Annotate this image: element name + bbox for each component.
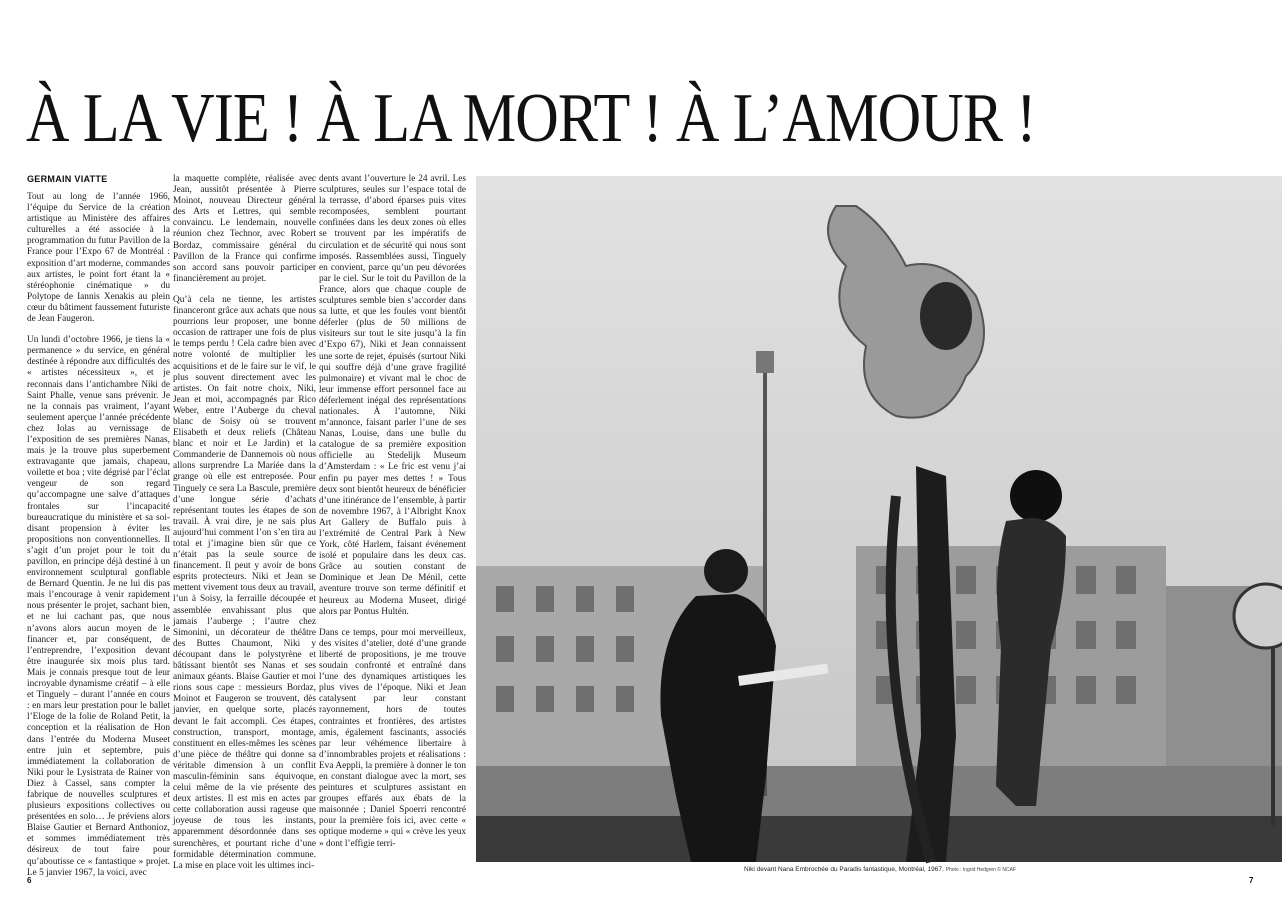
caption-text: Niki devant Nana Embrochée du Paradis fantastique, Montréal, 1967. [743, 866, 944, 873]
page-number-left: 6 [27, 876, 32, 885]
paragraph: la maquette complète, réalisée avec Jean, aussitôt présentée à Pierre Moinot, nouveau Directeur général des Arts et Lettres, qui semble convaincu. Le lendemain, nouvelle réunion chez Technor, avec Robert Bordaz, commissaire général du Pavillon de la France qui confirme son accord sans pouvoir participer financièrement au projet. [173, 174, 316, 284]
paragraph: Qu’à cela ne tienne, les artistes financeront grâce aux achats que nous pourrions leur proposer, une bonne occasion de rattraper une fois de plus le temps perdu ! Cela cadre bien avec notre volonté de multiplier les acquisitions et de le faire sur le vif, le plus souvent directement avec les artistes. On fait notre choix, Niki, Jean et moi, accompagnés par Rico Weber, entre l’Auberge du cheval blanc de Soisy où se trouvent Elisabeth et deux reliefs (Château blanc et noir et Le Jardin) et la Commanderie de Dannemois où nous allons surprendre La Mariée dans la grange où elle est entreposée. Pour Tinguely ce sera La Bascule, première d’une longue série d’achats représentant toutes les étapes de son travail. À vrai dire, je ne sais plus aujourd’hui comment l’on s’en tira au total et j’imagine bien sûr que ce n’était pas la seule source de financement. Il peut y avoir de bons esprits protecteurs. Niki et Jean se mettent vivement tous deux au travail, l’un à Soisy, la ferraille découpée et assemblée envahissant plus que jamais l’auberge ; l’autre chez Simonini, un décorateur de théâtre des Buttes Chaumont, Niki y découpant dans le polystyrène et bâtissant bientôt ses Nanas et ses animaux géants. Blaise Gautier et moi rions sous cape : messieurs Bordaz, Moinot et Faugeron se trouvent, dès janvier, en quelque sorte, placés devant le fait accompli. Ces étapes, construction, transport, montage, constituent en elles-mêmes les scènes d’une pièce de théâtre qui donne sa véritable dimension à un conflit masculin-féminin sans équivoque, celui même de la vie présente des deux artistes. Il est mis en actes par cette collaboration aussi rageuse que joyeuse de tous les instants, apparemment désordonnée dans ses surenchères, et pourtant riche d’une formidable détermination commune. La mise en place voit les ultimes inci- [173, 294, 316, 871]
author-name: GERMAIN VIATTE [27, 174, 108, 184]
photograph [476, 176, 1282, 862]
text-column-3 [319, 174, 466, 862]
paragraph: Un lundi d’octobre 1966, je tiens la « permanence » du service, en général destinée à répondre aux difficultés des « artistes nécessiteux », et je reconnais dans l’antichambre Niki de Saint Phalle, venue sans prévenir. Je ne la connais pas vraiment, l’ayant seulement aperçue l’année précédente chez Iolas au vernissage de l’exposition de ses premières Nanas, mais je la trouve plus superbement extravagante que jamais, chapeau, voilette et boa ; vite dégrisé par l’éclat vengeur de son regard qu’accompagne une salve d’attaques frontales sur l’incapacité bureaucratique du ministère et sa soi-disant propension à éviter les propositions non conventionnelles. Il s’agit d’un projet pour le toit du pavillon, en principe déjà destiné à un environnement sculptural gonflable de Bernard Quentin. Je ne lui dis pas mais l’encourage à venir rapidement nous présenter le projet, sachant bien, et ne lui cachant pas, que nous n’avons alors aucun moyen de le financer et, par conséquent, de l’entreprendre, l’exposition devant être inaugurée six mois plus tard. Mais je connais presque tout de leur incroyable dynamisme créatif – à elle et Tinguely – durant l’année en cours : en mars leur prestation pour le ballet l’Eloge de la folie de Roland Petit, la conception et la réalisation de Hon dans l’entrée du Moderna Museet entre juin et septembre, puis immédiatement la collaboration de Niki pour le Lysistrata de Rainer von Diez à Cassel, sans compter la fabrique de nouvelles sculptures et plusieurs expositions collectives ou présentées en solo… Je préviens alors Blaise Gautier et Bernard Anthonioz, et sommes immédiatement très désireux de tout faire pour qu’aboutisse ce « fantastique » projet. Le 5 janvier 1967, la voici, avec [27, 335, 170, 878]
page-number-right: 7 [1249, 876, 1254, 885]
building-icon [476, 546, 1282, 776]
paragraph: Tout au long de l’année 1966, l’équipe du Service de la création artistique au Ministère des affaires culturelles a été associée à la programmation du futur Pavillon de la France pour l’Expo 67 de Montréal : exposition d’art moderne, commandes aux artistes, le point fort étant la « stéréophonie cinématique » du Polytope de Iannis Xenakis au plein cœur du bâtiment faussement futuriste de Jean Faugeron. [27, 192, 170, 325]
photograph-illustration [476, 176, 1282, 862]
photo-credit: Photo : Ingrid Hedgren © NCAF [945, 867, 1016, 873]
paragraph: Dans ce temps, pour moi merveilleux, des visites d’atelier, doté d’une grande liberté de propositions, je me trouve soudain confronté et entraîné dans l’une des dynamiques artistiques les plus vives de l’époque. Niki et Jean catalysent par leur constant rayonnement, hors de toutes contraintes et frontières, des artistes amis, également fascinants, associés par leur véhémence libertaire à d’innombrables projets et réalisations : Eva Aeppli, la première à donner le ton en constant dialogue avec la mort, ses peintures et sculptures assistant en groupes effarés aux ébats de la maisonnée ; Daniel Spoerri rencontré pour la première fois ici, avec cette « optique moderne » qui « crève les yeux » dont l’effigie terri- [319, 627, 466, 849]
paragraph: dents avant l’ouverture le 24 avril. Les sculptures, seules sur l’espace total de la terrasse, d’abord éparses puis vites recomposées, semblent pourtant confinées dans les deux zones où elles se trouvent par les impératifs de circulation et de sécurité qui nous sont imposés. Rassemblées aussi, Tinguely en convient, parce qu’un peu dévorées par le ciel. Sur le toit du Pavillon de la France, alors que chaque couple de sculptures semble bien s’accorder dans sa lutte, et que les foules vont bientôt déferler (plus de 50 millions de visiteurs sur tout le site jusqu’à la fin d’Expo 67), Niki et Jean connaissent une sorte de rejet, épuisés (surtout Niki qui souffre déjà d’une grave fragilité pulmonaire) et vivant mal le choc de leur immense effort personnel face au déferlement inégal des représentations nationales. À l’automne, Niki m’annonce, faisant parler l’une de ses Nanas, Louise, dans une bulle du catalogue de sa première exposition officielle au Stedelijk Museum d’Amsterdam : « Le fric est venu j’ai enfin pu payer mes dettes ! » Tous deux sont bientôt heureux de bénéficier d’une itinérance de l’ensemble, à partir de novembre 1967, à l’Albright Knox Art Gallery de Buffalo puis à l’extrémité de Central Park à New York, côté Harlem, faisant événement isolé et populaire dans les deux cas. Grâce au soutien constant de Dominique et Jean De Ménil, cette aventure trouve son terme définitif et heureux au Moderna Museet, dirigé alors par Pontus Hultén. [319, 174, 466, 617]
text-column-2 [173, 174, 316, 871]
photo-caption [640, 866, 1120, 873]
text-column-1 [27, 192, 170, 878]
page-title: À LA VIE ! À LA MORT ! À L’AMOUR ! [26, 80, 1036, 157]
